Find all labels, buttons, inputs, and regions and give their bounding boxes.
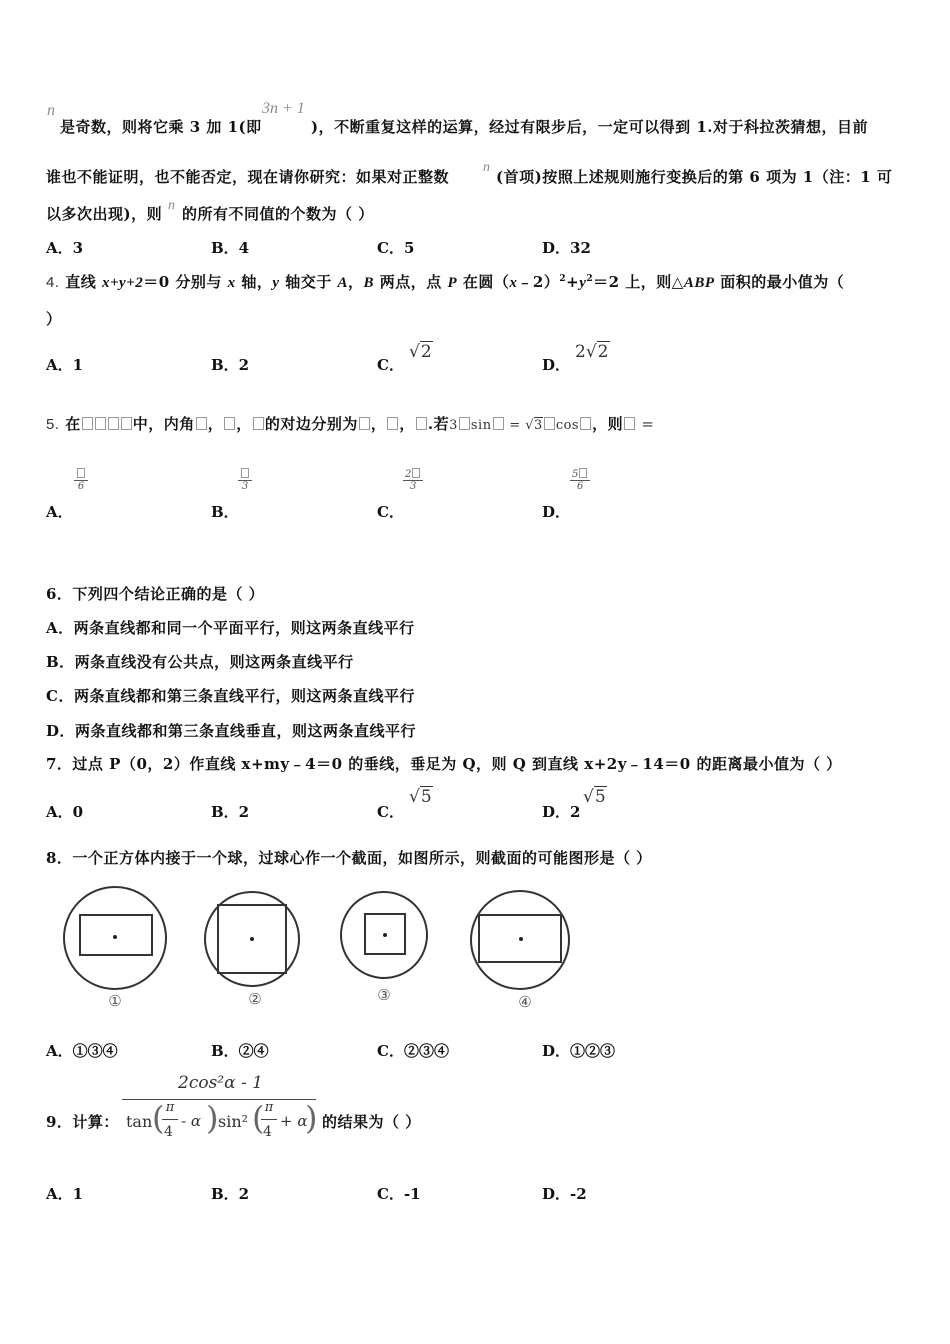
- q8-option-a: A．①③④: [46, 1042, 118, 1060]
- sqrt-5: √5: [583, 787, 606, 807]
- q9-pi-1: π: [165, 1100, 175, 1115]
- q3-line1-b: )，不断重复这样的运算，经过有限步后，一定可以得到 1.对于科拉茨猜想，目前: [311, 118, 868, 136]
- q9-minus-alpha: - α: [181, 1112, 201, 1130]
- q5-option-a: A．: [46, 503, 73, 521]
- q5-frac-d: $\frac{5}{6}$: [570, 468, 590, 493]
- q9-suffix: 的结果为（ ）: [322, 1113, 421, 1131]
- q5-frac-b: 3: [238, 468, 252, 493]
- q8-option-b: B．②④: [211, 1042, 269, 1060]
- q3-option-d: D．32: [542, 239, 591, 257]
- figure-4: [471, 891, 569, 989]
- two-sqrt-2: 2√2: [575, 342, 609, 362]
- q6-option-b: B．两条直线没有公共点，则这两条直线平行: [46, 653, 354, 671]
- q7-option-d: D．2: [542, 803, 581, 821]
- sqrt-2: √2: [409, 342, 432, 362]
- q5-option-c: C．: [377, 503, 404, 521]
- q9-pi-2: π: [264, 1100, 274, 1115]
- q9-numerator: 2cos²α - 1: [178, 1073, 263, 1093]
- q4-stem: 4. 直线 x+y+2＝0 分别与 x 轴，y 轴交于 A，B 两点，点 P 在圆$(x﹣2)^2+y^2=2$ 上，则△ABP 面积的最小值为（: [46, 273, 845, 291]
- var-n-symbol: n: [483, 160, 490, 175]
- q3-option-b: B．4: [211, 239, 250, 257]
- q4-option-d: D．: [542, 356, 571, 374]
- q8-option-c: C．②③④: [377, 1042, 449, 1060]
- var-n-symbol: n: [47, 102, 55, 119]
- q5-number: 5.: [46, 416, 60, 433]
- figure-3: [341, 892, 427, 978]
- q4-number: 4.: [46, 274, 60, 291]
- q3-line1-a: 是奇数，则将它乘 3 加 1(即: [60, 118, 262, 136]
- expr-3n-plus-1: 3n + 1: [262, 100, 305, 117]
- cross-section-figures: [50, 878, 590, 1018]
- sqrt-5: √5: [409, 787, 432, 807]
- figure-label-3: ③: [377, 986, 391, 1004]
- figure-label-1: ①: [108, 992, 122, 1010]
- q9-plus-alpha: + α: [280, 1112, 308, 1130]
- q9-option-c: C．-1: [377, 1185, 421, 1203]
- figure-2: [205, 892, 299, 986]
- figure-label-4: ④: [518, 993, 532, 1011]
- q9-four-2: 4: [263, 1124, 272, 1140]
- q8-option-d: D．①②③: [542, 1042, 616, 1060]
- q3-line2-a: 谁也不能证明，也不能否定，现在请你研究：如果对正整数: [46, 168, 450, 186]
- q7-option-c: C．: [377, 803, 404, 821]
- q3-line3-b: 的所有不同值的个数为（ ）: [182, 205, 374, 223]
- q6-option-a: A．两条直线都和同一个平面平行，则这两条直线平行: [46, 619, 415, 637]
- q3-line2-b: (首项)按照上述规则施行变换后的第 6 项为 1（注：1 可: [496, 168, 893, 186]
- q5-frac-c: $\frac{2}{3}$: [403, 468, 423, 493]
- q9-tan: tan: [126, 1112, 153, 1131]
- q3-option-c: C．5: [377, 239, 415, 257]
- q8-stem: 8．一个正方体内接于一个球，过球心作一个截面，如图所示，则截面的可能图形是（ ）: [46, 849, 652, 867]
- q7-option-b: B．2: [211, 803, 250, 821]
- q5-frac-a: 6: [74, 468, 88, 493]
- q4-option-c: C．: [377, 356, 404, 374]
- q9-option-d: D．-2: [542, 1185, 587, 1203]
- figure-label-2: ②: [248, 990, 262, 1008]
- q6-option-d: D．两条直线都和第三条直线垂直，则这两条直线平行: [46, 722, 417, 740]
- q6-option-c: C．两条直线都和第三条直线平行，则这两条直线平行: [46, 687, 415, 705]
- q9-sin-squared: sin²: [218, 1112, 249, 1131]
- q3-option-a: A．3: [46, 239, 84, 257]
- q9-four-1: 4: [164, 1124, 173, 1140]
- q7-stem: 7．过点 P（0，2）作直线 x+my﹣4＝0 的垂线，垂足为 Q，则 Q 到直线 x+2y﹣14＝0 的距离最小值为（ ）: [46, 755, 842, 773]
- figure-1: [64, 887, 166, 989]
- q5-option-b: B．: [211, 503, 239, 521]
- q5-stem: 5. 在 中，内角 ， ， 的对边分别为 ， ， .若3 sin = √3 cos ，则 =: [46, 415, 655, 433]
- q5-option-d: D．: [542, 503, 571, 521]
- q4-option-a: A．1: [46, 356, 84, 374]
- q4-option-b: B．2: [211, 356, 250, 374]
- q6-stem: 6．下列四个结论正确的是（ ）: [46, 585, 265, 603]
- var-n-symbol: n: [168, 198, 175, 213]
- q4-stem-close: ）: [46, 310, 62, 328]
- q9-option-b: B．2: [211, 1185, 250, 1203]
- q9-prefix: 9．计算：: [46, 1113, 119, 1131]
- q9-option-a: A．1: [46, 1185, 84, 1203]
- q3-line3-a: 以多次出现)，则: [46, 205, 163, 223]
- q7-option-a: A．0: [46, 803, 84, 821]
